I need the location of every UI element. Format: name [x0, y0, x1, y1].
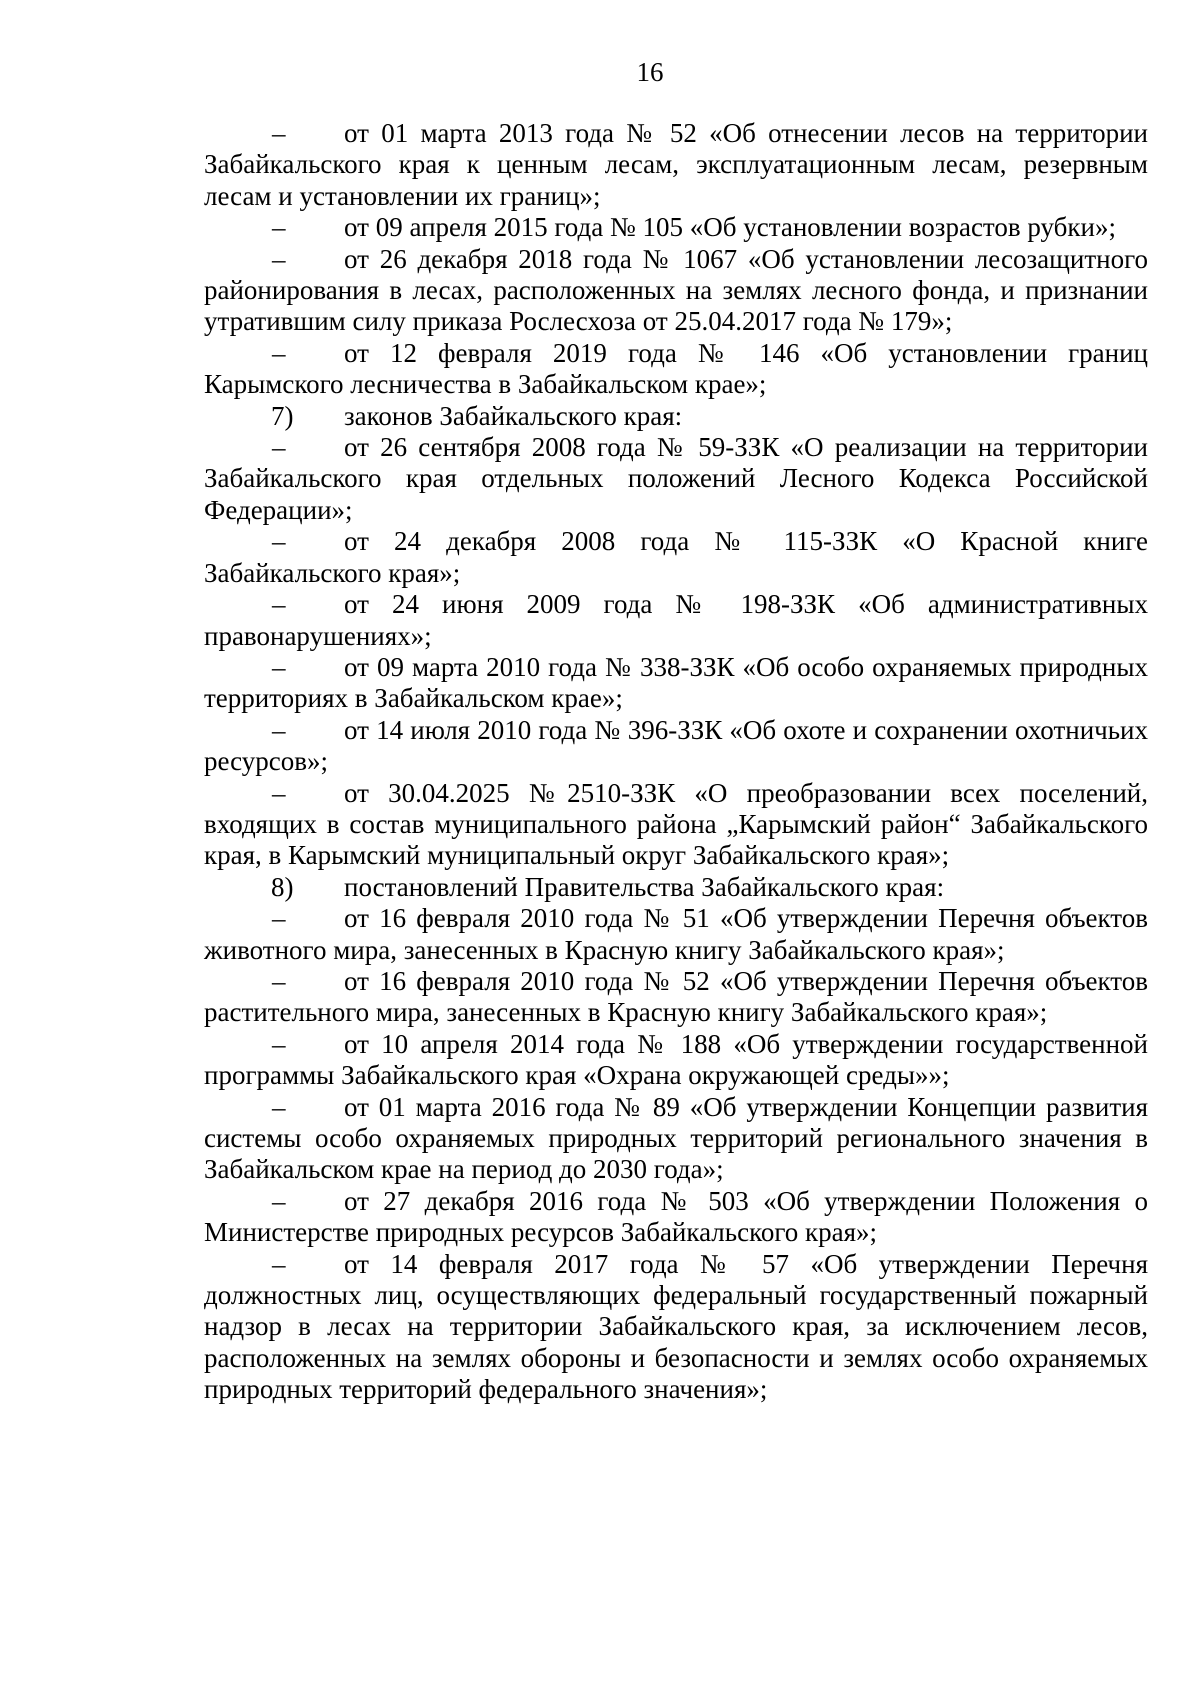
list-marker: – — [272, 337, 286, 368]
list-item-text: от 16 февраля 2010 года № 52 «Об утверждении Перечня объектов растительного мира, занесенных в Красную книгу Забайкальского края»; — [204, 965, 1148, 1028]
list-item-text: от 26 сентября 2008 года № 59-ЗЗК «О реализации на территории Забайкальского края отдельных положений Лесного Кодекса Российской Федерации»; — [204, 432, 1148, 525]
section-heading — [204, 872, 1148, 903]
list-item-text: от 24 декабря 2008 года № 115-ЗЗК «О Красной книге Забайкальского края»; — [204, 526, 1148, 588]
section-heading — [204, 401, 1148, 432]
section-number: 8) — [271, 871, 294, 902]
list-item — [204, 432, 1148, 526]
list-marker: – — [272, 118, 286, 148]
list-item — [204, 778, 1148, 872]
list-item — [204, 903, 1148, 966]
list-item — [204, 966, 1148, 1029]
list-item-text: от 26 декабря 2018 года № 1067 «Об установлении лесозащитного районирования в лесах, расположенных на землях лесного фонда, и признании утратившим силу приказа Рослесхоза от 25.04.2017 года № 179»; — [204, 243, 1148, 337]
list-item-text: от 27 декабря 2016 года № 503 «Об утверждении Положения о Министерстве природных ресурсов Забайкальского края»; — [204, 1185, 1148, 1248]
list-marker: – — [272, 1185, 286, 1216]
document-body — [204, 118, 1148, 1406]
list-item — [204, 526, 1148, 589]
list-item — [204, 338, 1148, 401]
list-item — [204, 1249, 1148, 1406]
list-item-text: от 12 февраля 2019 года № 146 «Об установлении границ Карымского лесничества в Забайкальском крае»; — [204, 337, 1148, 400]
list-marker: – — [272, 1028, 286, 1059]
section-heading-text: постановлений Правительства Забайкальского края: — [344, 871, 945, 902]
list-item-text: от 10 апреля 2014 года № 188 «Об утверждении государственной программы Забайкальского края «Охрана окружающей среды»»; — [204, 1028, 1148, 1091]
list-item-text: от 30.04.2025 №2510-ЗЗК «О преобразовании всех поселений, входящих в состав муниципального района „Карымский район“ Забайкальского края, в Карымский муниципальный округ Забайкальского края»; — [204, 777, 1148, 871]
list-marker: – — [272, 1091, 286, 1122]
list-marker: – — [272, 212, 286, 243]
list-item-text: от 24 июня 2009 года № 198-ЗЗК «Об административных правонарушениях»; — [204, 589, 1148, 651]
list-marker: – — [272, 714, 286, 745]
list-item-text: от 14 февраля 2017 года № 57 «Об утверждении Перечня должностных лиц, осуществляющих федеральный государственный пожарный надзор в лесах на территории Забайкальского края, за исключением лесов, расположенных на землях обороны и безопасности и землях особо охраняемых природных территорий федерального значения»; — [204, 1248, 1148, 1405]
list-item-text: от 09 марта 2010 года № 338-ЗЗК «Об особо охраняемых природных территориях в Забайкальском крае»; — [204, 651, 1148, 714]
list-item-text: от 16 февраля 2010 года № 51 «Об утверждении Перечня объектов животного мира, занесенных в Красную книгу Забайкальского края»; — [204, 903, 1148, 965]
list-marker: – — [272, 651, 286, 682]
section-number: 7) — [271, 400, 294, 431]
list-item — [204, 1029, 1148, 1092]
list-marker: – — [272, 965, 286, 996]
list-item-text: от 01 марта 2013 года № 52 «Об отнесении лесов на территории Забайкальского края к ценным лесам, эксплуатационным лесам, резервным лесам и установлении их границ»; — [204, 118, 1148, 211]
list-item — [204, 1186, 1148, 1249]
list-marker: – — [272, 243, 286, 274]
list-item — [204, 589, 1148, 652]
list-marker: – — [272, 777, 286, 808]
list-item-text: от 09 апреля 2015 года № 105 «Об установлении возрастов рубки»; — [344, 212, 1116, 243]
list-marker: – — [272, 903, 286, 934]
list-item — [204, 118, 1148, 212]
page-number: 16 — [636, 57, 664, 87]
list-marker: – — [272, 432, 286, 463]
list-item — [204, 715, 1148, 778]
list-item — [204, 1092, 1148, 1186]
list-marker: – — [272, 526, 286, 557]
list-marker: – — [272, 589, 286, 620]
list-item — [204, 652, 1148, 715]
list-item-text: от 14 июля 2010 года № 396-ЗЗК «Об охоте и сохранении охотничьих ресурсов»; — [204, 714, 1148, 777]
list-item-text: от 01 марта 2016 года № 89 «Об утверждении Концепции развития системы особо охраняемых природных территорий регионального значения в Забайкальском крае на период до 2030 года»; — [204, 1091, 1148, 1185]
list-item — [204, 244, 1148, 338]
list-marker: – — [272, 1248, 286, 1279]
list-item — [204, 212, 1148, 243]
section-heading-text: законов Забайкальского края: — [344, 400, 683, 431]
